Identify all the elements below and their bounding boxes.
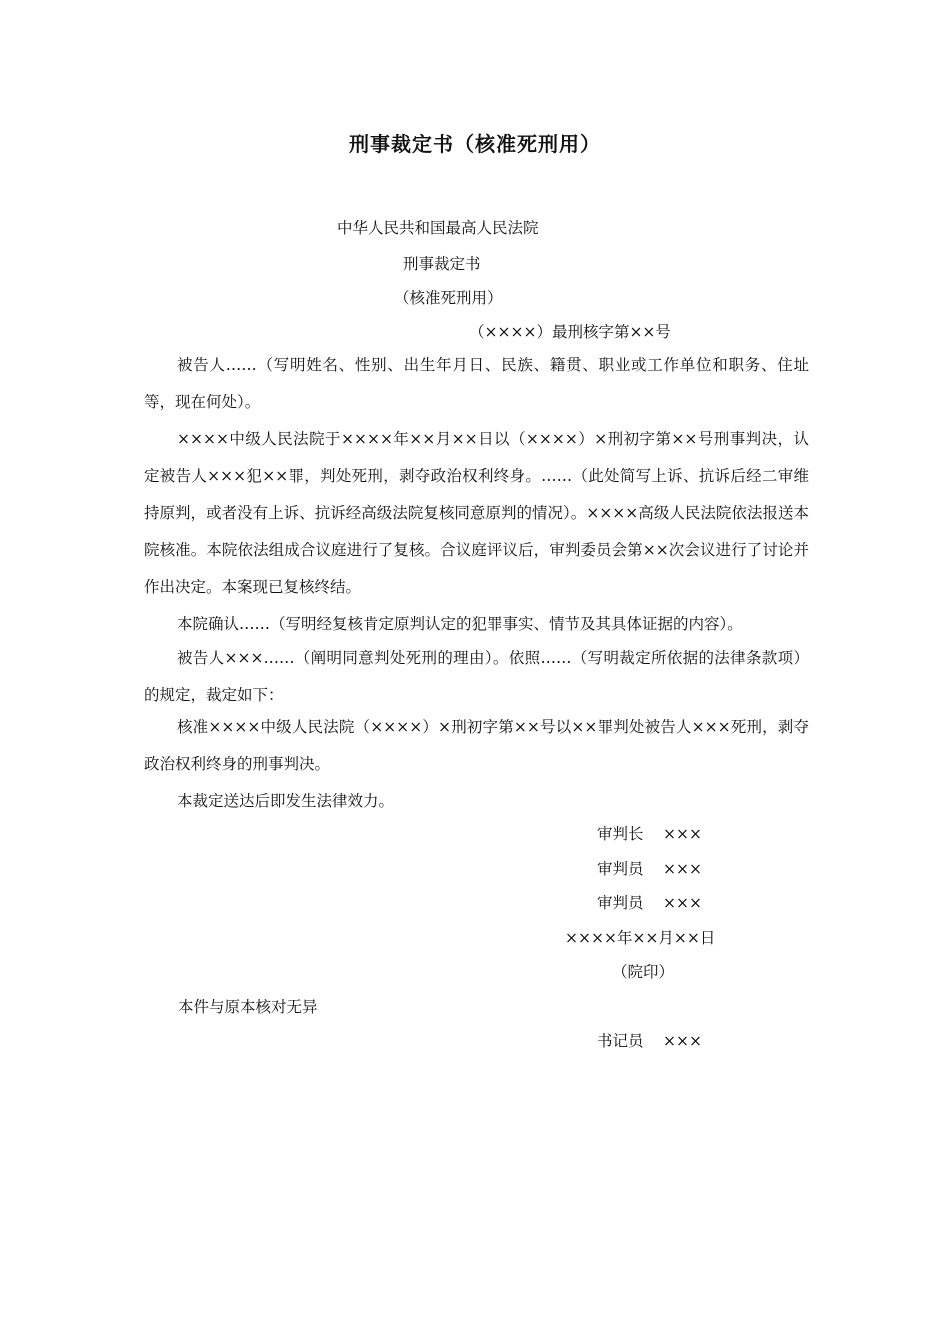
- paragraph-effect: 本裁定送达后即发生法律效力。: [177, 792, 395, 810]
- judge-2-label: 审判员: [597, 894, 644, 912]
- signature-presiding-judge: [597, 824, 702, 844]
- paragraph-defendant-info: 被告人……（写明姓名、性别、出生年月日、民族、籍贯、职业或工作单位和职务、住址等，现在何处）。: [144, 356, 809, 411]
- ruling-date: ××××年××月××日: [565, 929, 716, 947]
- paragraph-court-confirmation: 本院确认……（写明经复核肯定原判认定的犯罪事实、情节及其具体证据的内容）。: [177, 615, 743, 633]
- verification-note: 本件与原本核对无异: [178, 998, 318, 1016]
- signature-judge-2: [597, 893, 702, 913]
- court-name: 中华人民共和国最高人民法院: [337, 219, 539, 237]
- paragraph-case-history: ××××中级人民法院于××××年××月××日以（××××）×刑初字第××号刑事判决，认定被告人×××犯××罪，判处死刑，剥夺政治权利终身。……（此处简写上诉、抗诉后经二审维持原判，或者没有上诉、抗诉经高级法院复核同意原判的情况）。××××高级人民法院依法报送本院核准。本院依法组成合议庭进行了复核。合议庭评议后，审判委员会第××次会议进行了讨论并作出决定。本案现已复核终结。: [144, 430, 809, 596]
- paragraph-reasoning: 被告人×××……（阐明同意判处死刑的理由）。依照……（写明裁定所依据的法律条款项）的规定，裁定如下：: [144, 649, 809, 704]
- judge-1-label: 审判员: [597, 860, 644, 878]
- document-type: 刑事裁定书: [403, 255, 481, 273]
- presiding-judge-name: ×××: [663, 825, 702, 843]
- court-seal: （院印）: [612, 963, 675, 981]
- presiding-judge-label: 审判长: [597, 825, 644, 843]
- case-number: （××××）最刑核字第××号: [469, 323, 671, 341]
- document-subtype: （核准死刑用）: [394, 289, 503, 307]
- document-title: 刑事裁定书（核准死刑用）: [349, 132, 601, 156]
- clerk-label: 书记员: [597, 1032, 644, 1050]
- clerk-name: ×××: [663, 1032, 702, 1050]
- judge-2-name: ×××: [663, 894, 702, 912]
- signature-judge-1: [597, 859, 702, 879]
- judge-1-name: ×××: [663, 860, 702, 878]
- signature-clerk: [597, 1031, 702, 1051]
- paragraph-ruling: 核准××××中级人民法院（××××）×刑初字第××号以××罪判处被告人×××死刑，剥夺政治权利终身的刑事判决。: [144, 718, 809, 773]
